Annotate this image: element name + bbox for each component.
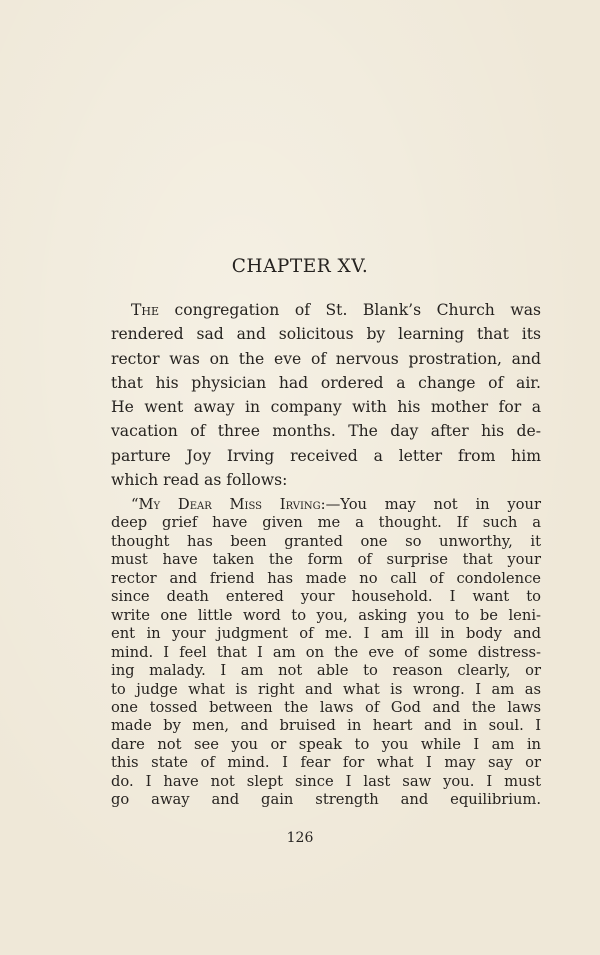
paragraph-1-line: that his physician had ordered a change of air. <box>111 373 541 392</box>
letter-line: to judge what is right and what is wrong. I am as <box>111 680 541 698</box>
page-number: 126 <box>286 830 314 846</box>
letter-salutation: My Dear Miss Irving <box>138 496 321 513</box>
letter-line: made by men, and bruised in heart and in soul. I <box>111 717 541 735</box>
letter-line: go away and gain strength and equilibrium. <box>111 791 541 809</box>
paragraph-1-line: vacation of three months. The day after his de- <box>111 422 541 441</box>
letter-line: write one little word to you, asking you to be leni- <box>111 606 541 624</box>
letter-line: thought has been granted one so unworthy, it <box>111 532 541 550</box>
letter-paragraph <box>111 496 541 810</box>
paragraph-1-line: rendered sad and solicitous by learning that its <box>111 325 541 344</box>
letter-line: “My Dear Miss Irving:—You may not in your <box>131 496 541 513</box>
paragraph-1-line: He went away in company with his mother for a <box>111 398 541 417</box>
letter-line: must have taken the form of surprise that your <box>111 551 541 569</box>
letter-line: rector and friend has made no call of condolence <box>111 569 541 587</box>
letter-line: ing malady. I am not able to reason clearly, or <box>111 662 541 680</box>
paragraph-1 <box>111 298 541 492</box>
paragraph-1-line: parture Joy Irving received a letter from him <box>111 446 541 465</box>
letter-line: mind. I feel that I am on the eve of some distress- <box>111 643 541 661</box>
letter-line: ent in your judgment of me. I am ill in body and <box>111 625 541 643</box>
lead-word: The <box>131 301 160 319</box>
paragraph-1-line: The congregation of St. Blank’s Church was <box>131 301 542 319</box>
letter-line: one tossed between the laws of God and the laws <box>111 698 541 716</box>
letter-line: deep grief have given me a thought. If such a <box>111 514 541 532</box>
letter-line: since death entered your household. I want to <box>111 588 541 606</box>
chapter-title: CHAPTER XV. <box>231 256 369 277</box>
letter-line: do. I have not slept since I last saw you. I must <box>111 772 541 790</box>
letter-line: dare not see you or speak to you while I am in <box>111 735 541 753</box>
paragraph-1-line: rector was on the eve of nervous prostration, and <box>111 349 541 368</box>
paragraph-1-line: which read as follows: <box>111 471 288 490</box>
letter-line: this state of mind. I fear for what I may say or <box>111 754 541 772</box>
